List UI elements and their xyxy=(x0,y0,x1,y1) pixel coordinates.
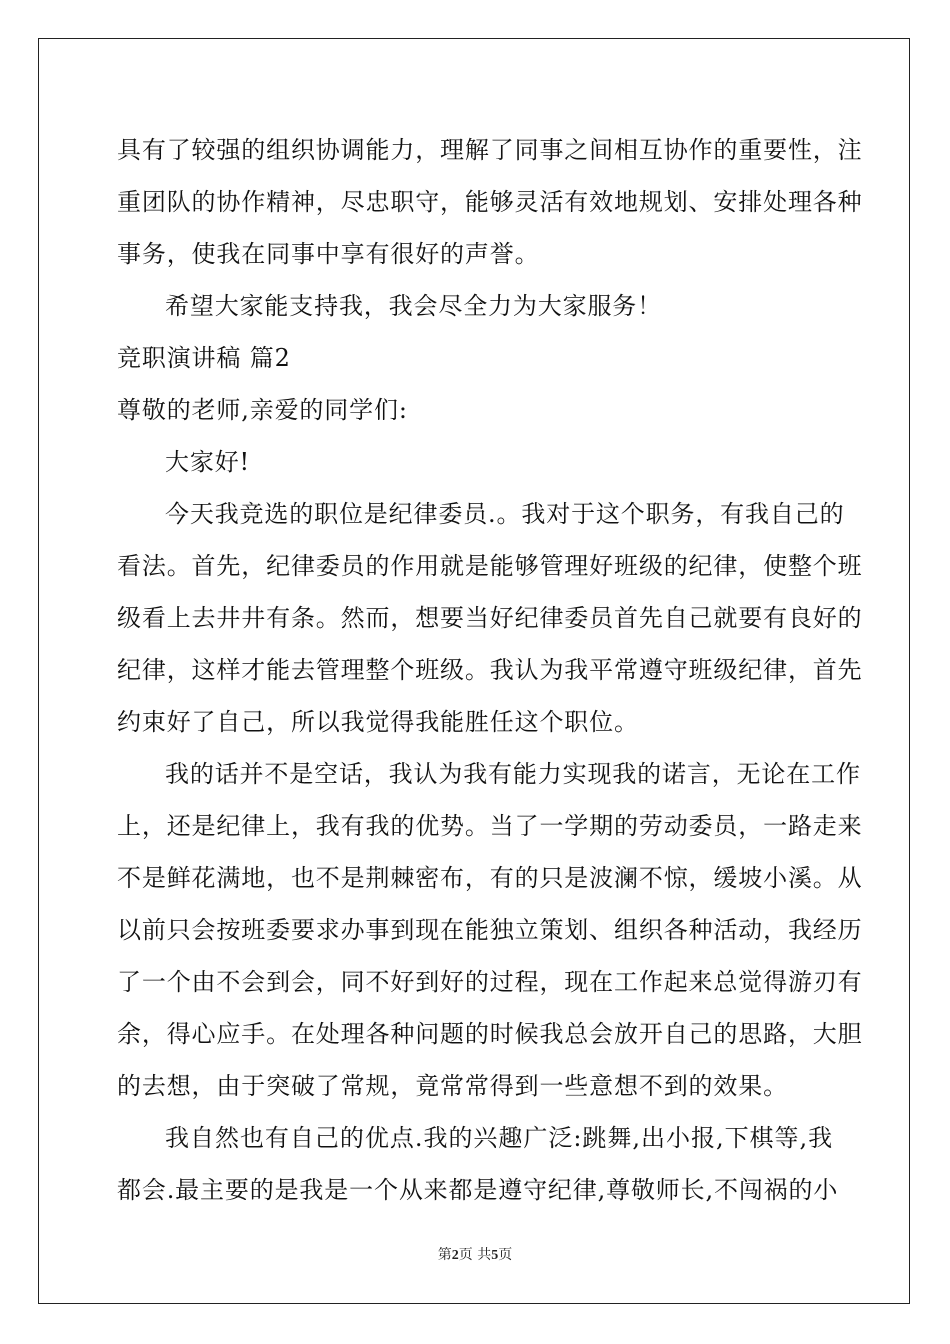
text-line: 余，得心应手。在处理各种问题的时候我总会放开自己的思路，大胆 xyxy=(117,1020,863,1048)
text-line: 约束好了自己，所以我觉得我能胜任这个职位。 xyxy=(117,708,639,736)
document-body xyxy=(117,124,863,1216)
text-line: 我自然也有自己的优点.我的兴趣广泛:跳舞,出小报,下棋等,我 xyxy=(165,1124,833,1152)
text-line: 今天我竞选的职位是纪律委员.。我对于这个职务，有我自己的 xyxy=(165,500,845,528)
text-line: 我的话并不是空话，我认为我有能力实现我的诺言，无论在工作 xyxy=(165,760,861,788)
text-line: 上，还是纪律上，我有我的优势。当了一学期的劳动委员，一路走来 xyxy=(117,812,863,840)
paragraph xyxy=(117,384,833,436)
text-line: 了一个由不会到会，同不好到好的过程，现在工作起来总觉得游刃有 xyxy=(117,968,863,996)
text-line: 具有了较强的组织协调能力，理解了同事之间相互协作的重要性，注 xyxy=(117,136,863,164)
footer-suffix: 页 xyxy=(498,1247,513,1263)
text-line: 以前只会按班委要求办事到现在能独立策划、组织各种活动，我经历 xyxy=(117,916,863,944)
paragraph xyxy=(117,1112,839,1216)
footer-mid: 页 共 xyxy=(458,1247,492,1263)
text-line: 尊敬的老师,亲爱的同学们: xyxy=(117,396,408,424)
text-line: 不是鲜花满地，也不是荆棘密布，有的只是波澜不惊，缓坡小溪。从 xyxy=(117,864,863,892)
paragraph xyxy=(117,488,863,748)
footer-prefix: 第 xyxy=(437,1247,452,1263)
paragraph xyxy=(117,748,863,1112)
text-line: 的去想，由于突破了常规，竟常常得到一些意想不到的效果。 xyxy=(117,1072,788,1100)
current-page-number: 2 xyxy=(451,1248,459,1263)
text-line: 级看上去井井有条。然而，想要当好纪律委员首先自己就要有良好的 xyxy=(117,604,863,632)
text-line: 大家好! xyxy=(165,448,251,476)
text-line: 看法。首先，纪律委员的作用就是能够管理好班级的纪律，使整个班 xyxy=(117,552,863,580)
text-line: 事务，使我在同事中享有很好的声誉。 xyxy=(117,240,540,268)
total-page-count: 5 xyxy=(491,1248,499,1263)
text-line: 希望大家能支持我，我会尽全力为大家服务！ xyxy=(165,292,662,320)
text-line: 竞职演讲稿 篇2 xyxy=(117,344,291,372)
page-footer xyxy=(0,1244,950,1264)
text-line: 重团队的协作精神，尽忠职守，能够灵活有效地规划、安排处理各种 xyxy=(117,188,863,216)
text-line: 都会.最主要的是我是一个从来都是遵守纪律,尊敬师长,不闯祸的小 xyxy=(117,1176,839,1204)
paragraph xyxy=(117,124,863,280)
text-line: 纪律，这样才能去管理整个班级。我认为我平常遵守班级纪律，首先 xyxy=(117,656,863,684)
paragraph xyxy=(117,332,833,384)
paragraph xyxy=(117,280,833,332)
paragraph xyxy=(117,436,833,488)
